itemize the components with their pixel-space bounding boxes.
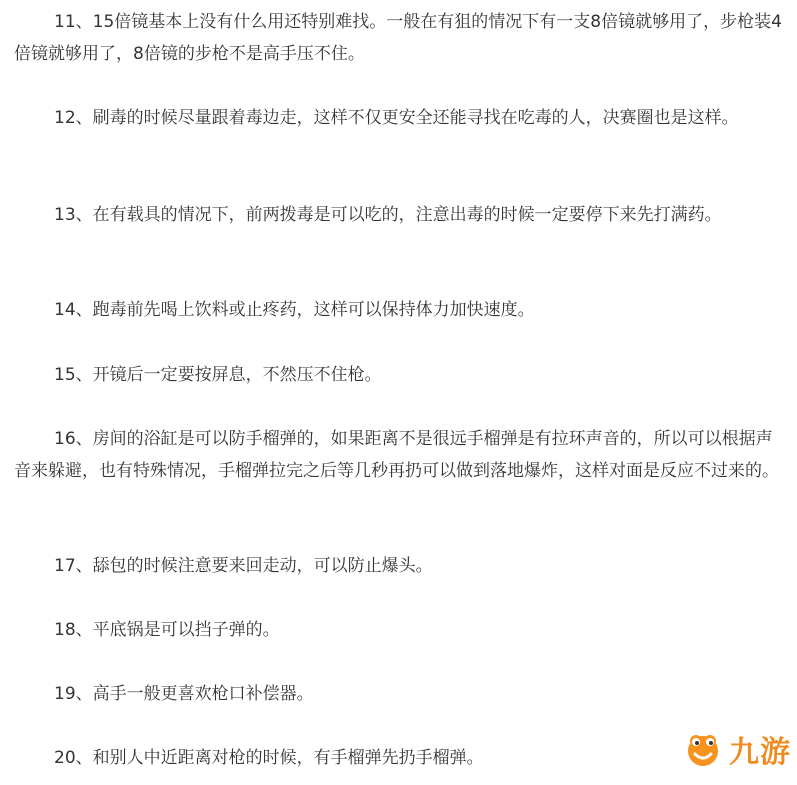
tip-16: 16、房间的浴缸是可以防手榴弹的，如果距离不是很远手榴弹是有拉环声音的，所以可以根据声音来躲避，也有特殊情况，手榴弹拉完之后等几秒再扔可以做到落地爆炸，这样对面是反应不过来的。 bbox=[14, 429, 779, 481]
tip-11: 11、15倍镜基本上没有什么用还特别难找。一般在有狙的情况下有一支8倍镜就够用了，步枪装4倍镜就够用了，8倍镜的步枪不是高手压不住。 bbox=[14, 12, 782, 64]
tip-13: 13、在有载具的情况下，前两拨毒是可以吃的，注意出毒的时候一定要停下来先打满药。 bbox=[54, 205, 722, 225]
tip-12: 12、刷毒的时候尽量跟着毒边走，这样不仅更安全还能寻找在吃毒的人，决赛圈也是这样。 bbox=[54, 108, 739, 128]
tip-20: 20、和别人中近距离对枪的时候，有手榴弹先扔手榴弹。 bbox=[54, 748, 484, 768]
tip-17: 17、舔包的时候注意要来回走动，可以防止爆头。 bbox=[54, 556, 433, 576]
jiuyou-watermark bbox=[683, 727, 791, 771]
tip-15: 15、开镜后一定要按屏息，不然压不住枪。 bbox=[54, 365, 382, 385]
tip-14: 14、跑毒前先喝上饮料或止疼药，这样可以保持体力加快速度。 bbox=[54, 300, 535, 320]
jiuyou-mascot-icon bbox=[683, 729, 723, 769]
watermark-brand: 九游 bbox=[729, 735, 791, 770]
tip-19: 19、高手一般更喜欢枪口补偿器。 bbox=[54, 684, 314, 704]
tip-18: 18、平底锅是可以挡子弹的。 bbox=[54, 620, 280, 640]
